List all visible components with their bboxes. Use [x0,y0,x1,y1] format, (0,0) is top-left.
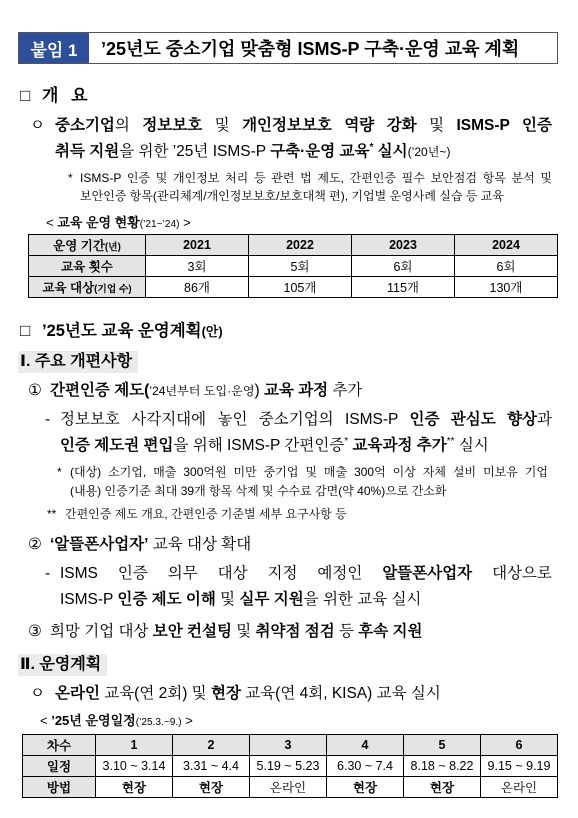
text-segment: 구축·운영 교육 [270,143,370,160]
text-segment: 보안 컨설팅 [152,623,232,640]
method-cell: 온라인 [481,777,558,798]
round-cell: 4 [327,735,404,756]
overview-item-line [55,114,552,138]
text-segment: 인증 제도권 편입 [60,437,174,454]
method-cell: 현장 [327,777,404,798]
date-cell: 3.10 ~ 3.14 [96,756,173,777]
text-segment: 등 [334,623,359,640]
text-segment: 운영 기간 [53,239,105,253]
text-segment: 을 위한 ’25년 ISMS-P [119,143,271,160]
text-segment: 간편인증 제도( [50,382,150,399]
text-segment: 교육 대상 확대 [148,536,252,553]
section-heading-plan [42,319,223,343]
text-segment: (기업 수) [94,284,132,295]
overview-item-line [55,140,552,164]
text-segment: > [179,215,191,230]
text-segment: 교육(연 2회) 및 [99,685,211,702]
method-cell: 현장 [404,777,481,798]
dash-marker: - [45,565,51,582]
change-note-line: (대상) 소기업, 매출 300억원 미만 중기업 및 매출 300억 이상 자체 설비 미보유 기업 [70,465,548,479]
round-cell: 3 [250,735,327,756]
table-cell: 3회 [146,256,249,277]
text-segment: 온라인 [55,685,100,702]
table-cell: 115개 [352,277,455,298]
text-segment: 및 [215,591,240,608]
change-item-detail-line [60,588,552,612]
text-segment: > [181,713,193,728]
table-cell: 130개 [455,277,558,298]
operations-item-line [55,682,552,706]
round-cell: 6 [481,735,558,756]
date-cell: 5.19 ~ 5.23 [250,756,327,777]
text-segment: 실무 지원 [239,591,304,608]
text-segment: 대상으로 [472,565,552,582]
text-segment: 실시 [454,437,489,454]
schedule-table [22,734,558,798]
text-segment: 교육 운영 현황 [57,215,140,230]
change-item-title [50,533,550,557]
text-segment: (’25.3.~9.) [135,717,182,728]
change-item-detail-line [60,434,552,458]
section-marker: □ [20,86,31,105]
note-marker: * [68,171,73,185]
text-segment: 교육 횟수 [61,260,113,274]
table-cell: 6회 [455,256,558,277]
text-segment: * [344,435,349,447]
text-segment: 을 위해 ISMS-P 간편인증 [173,437,345,454]
round-cell: 5 [404,735,481,756]
table-header-row [29,235,558,256]
year-cell: 2022 [249,235,352,256]
table-cell: 86개 [146,277,249,298]
table-header-row [23,735,558,756]
round-cell: 1 [96,735,173,756]
method-cell: 온라인 [250,777,327,798]
text-segment: < [46,215,58,230]
text-segment: * [369,141,374,153]
note-marker: * [57,465,62,479]
text-segment: 취약점 점검 [255,623,335,640]
circled-number-marker: ① [28,382,42,399]
text-segment: ** [446,435,455,447]
row-label-cell: 방법 [23,777,96,798]
section-marker: □ [20,321,31,340]
method-cell: 현장 [173,777,250,798]
row-label-cell: 차수 [23,735,96,756]
subsection-heading-operations: Ⅱ. 운영계획 [18,654,107,676]
table-cell: 105개 [249,277,352,298]
text-segment: 희망 기업 대상 [50,623,153,640]
row-label-cell [29,277,146,298]
text-segment: 의 [114,117,143,134]
table-caption [46,213,191,233]
text-segment: ’25년도 교육 운영계획 [42,322,202,340]
text-segment: ISMS-P 인증 [456,117,552,134]
text-segment: 인증 제도 이해 [117,591,216,608]
round-cell: 2 [173,735,250,756]
attachment-label: 붙임 1 [19,33,89,63]
text-segment: ISMS 인증 의무 대상 지정 예정인 [60,565,383,582]
attachment-header [18,32,558,64]
text-segment: 중소기업 [55,117,115,134]
row-label-cell [29,256,146,277]
method-cell: 현장 [96,777,173,798]
subsection-heading-changes: Ⅰ. 주요 개편사항 [18,351,138,373]
date-cell: 9.15 ~ 9.19 [481,756,558,777]
year-cell: 2021 [146,235,249,256]
text-segment: 후속 지원 [358,623,423,640]
text-segment: 취득 지원 [55,143,120,160]
note-marker: ** [47,507,57,521]
text-segment: 교육 대상 [42,281,95,295]
text-segment: 실시 [377,143,408,160]
table-row [29,277,558,298]
table-cell: 5회 [249,256,352,277]
text-segment: 을 위한 교육 실시 [303,591,422,608]
text-segment: 교육 과정 [263,382,329,399]
text-segment: 인증 관심도 향상 [409,411,538,428]
circled-number-marker: ③ [28,623,42,640]
text-segment: 알뜰폰사업자 [382,565,473,582]
text-segment: 교육과정 추가 [352,437,447,454]
table-row [29,256,558,277]
overview-note-line: 보안인증 항목(관리체계/개인정보보호/보호대책 편), 기업별 운영사례 실습 등 교육 [80,189,504,203]
text-segment: ) [254,382,264,399]
change-note-line: (내용) 인증기준 최대 39개 항목 삭제 및 수수료 감면(약 40%)으로 간소화 [70,484,447,498]
table-row [23,756,558,777]
dash-marker: - [45,411,51,428]
text-segment: (’21~’24) [139,219,180,230]
text-segment: 및 [231,623,256,640]
text-segment: ’24년부터 도입·운영 [149,384,255,398]
text-segment: 정보보호 사각지대에 놓인 중소기업의 ISMS-P [60,411,410,428]
section-heading-overview: 개 요 [42,86,88,105]
table-row [23,777,558,798]
date-cell: 8.18 ~ 8.22 [404,756,481,777]
table-corner-cell [29,235,146,256]
change-note-line: 간편인증 제도 개요, 간편인증 기준별 세부 요구사항 등 [65,507,347,521]
change-item-title [50,379,550,403]
text-segment: (’20년~) [407,145,451,159]
change-item-title [50,620,552,644]
text-segment: 및 [416,117,457,134]
text-segment: ISMS-P [60,591,118,608]
text-segment: 교육(연 4회, KISA) 교육 실시 [240,685,441,702]
date-cell: 6.30 ~ 7.4 [327,756,404,777]
document-title: ’25년도 중소기업 맞춤형 ISMS-P 구축·운영 교육 계획 [101,39,520,59]
circled-number-marker: ② [28,536,42,553]
change-item-detail-line [60,562,552,586]
year-cell: 2023 [352,235,455,256]
text-segment: 정보보호 [142,117,203,134]
text-segment: ‘알뜰폰사업자’ [50,536,149,553]
education-status-table [28,234,558,298]
text-segment: (년) [104,242,121,253]
text-segment: 개인정보보호 역량 강화 [242,117,417,134]
text-segment: 추가 [328,382,363,399]
text-segment: 현장 [210,685,241,702]
date-cell: 3.31 ~ 4.4 [173,756,250,777]
text-segment: 과 [537,411,552,428]
table-caption [40,711,193,731]
row-label-cell: 일정 [23,756,96,777]
text-segment: ’25년 운영일정 [51,713,136,728]
year-cell: 2024 [455,235,558,256]
table-cell: 6회 [352,256,455,277]
text-segment: 및 [202,117,243,134]
overview-note-line: ISMS-P 인증 및 개인정보 처리 등 관련 법 제도, 간편인증 필수 보안점검 항목 분석 및 [80,171,552,185]
bullet-marker: ㅇ [30,117,45,134]
text-segment: (안) [201,324,223,339]
change-item-detail-line [60,408,552,432]
text-segment: < [40,713,52,728]
bullet-marker: ㅇ [30,685,45,702]
